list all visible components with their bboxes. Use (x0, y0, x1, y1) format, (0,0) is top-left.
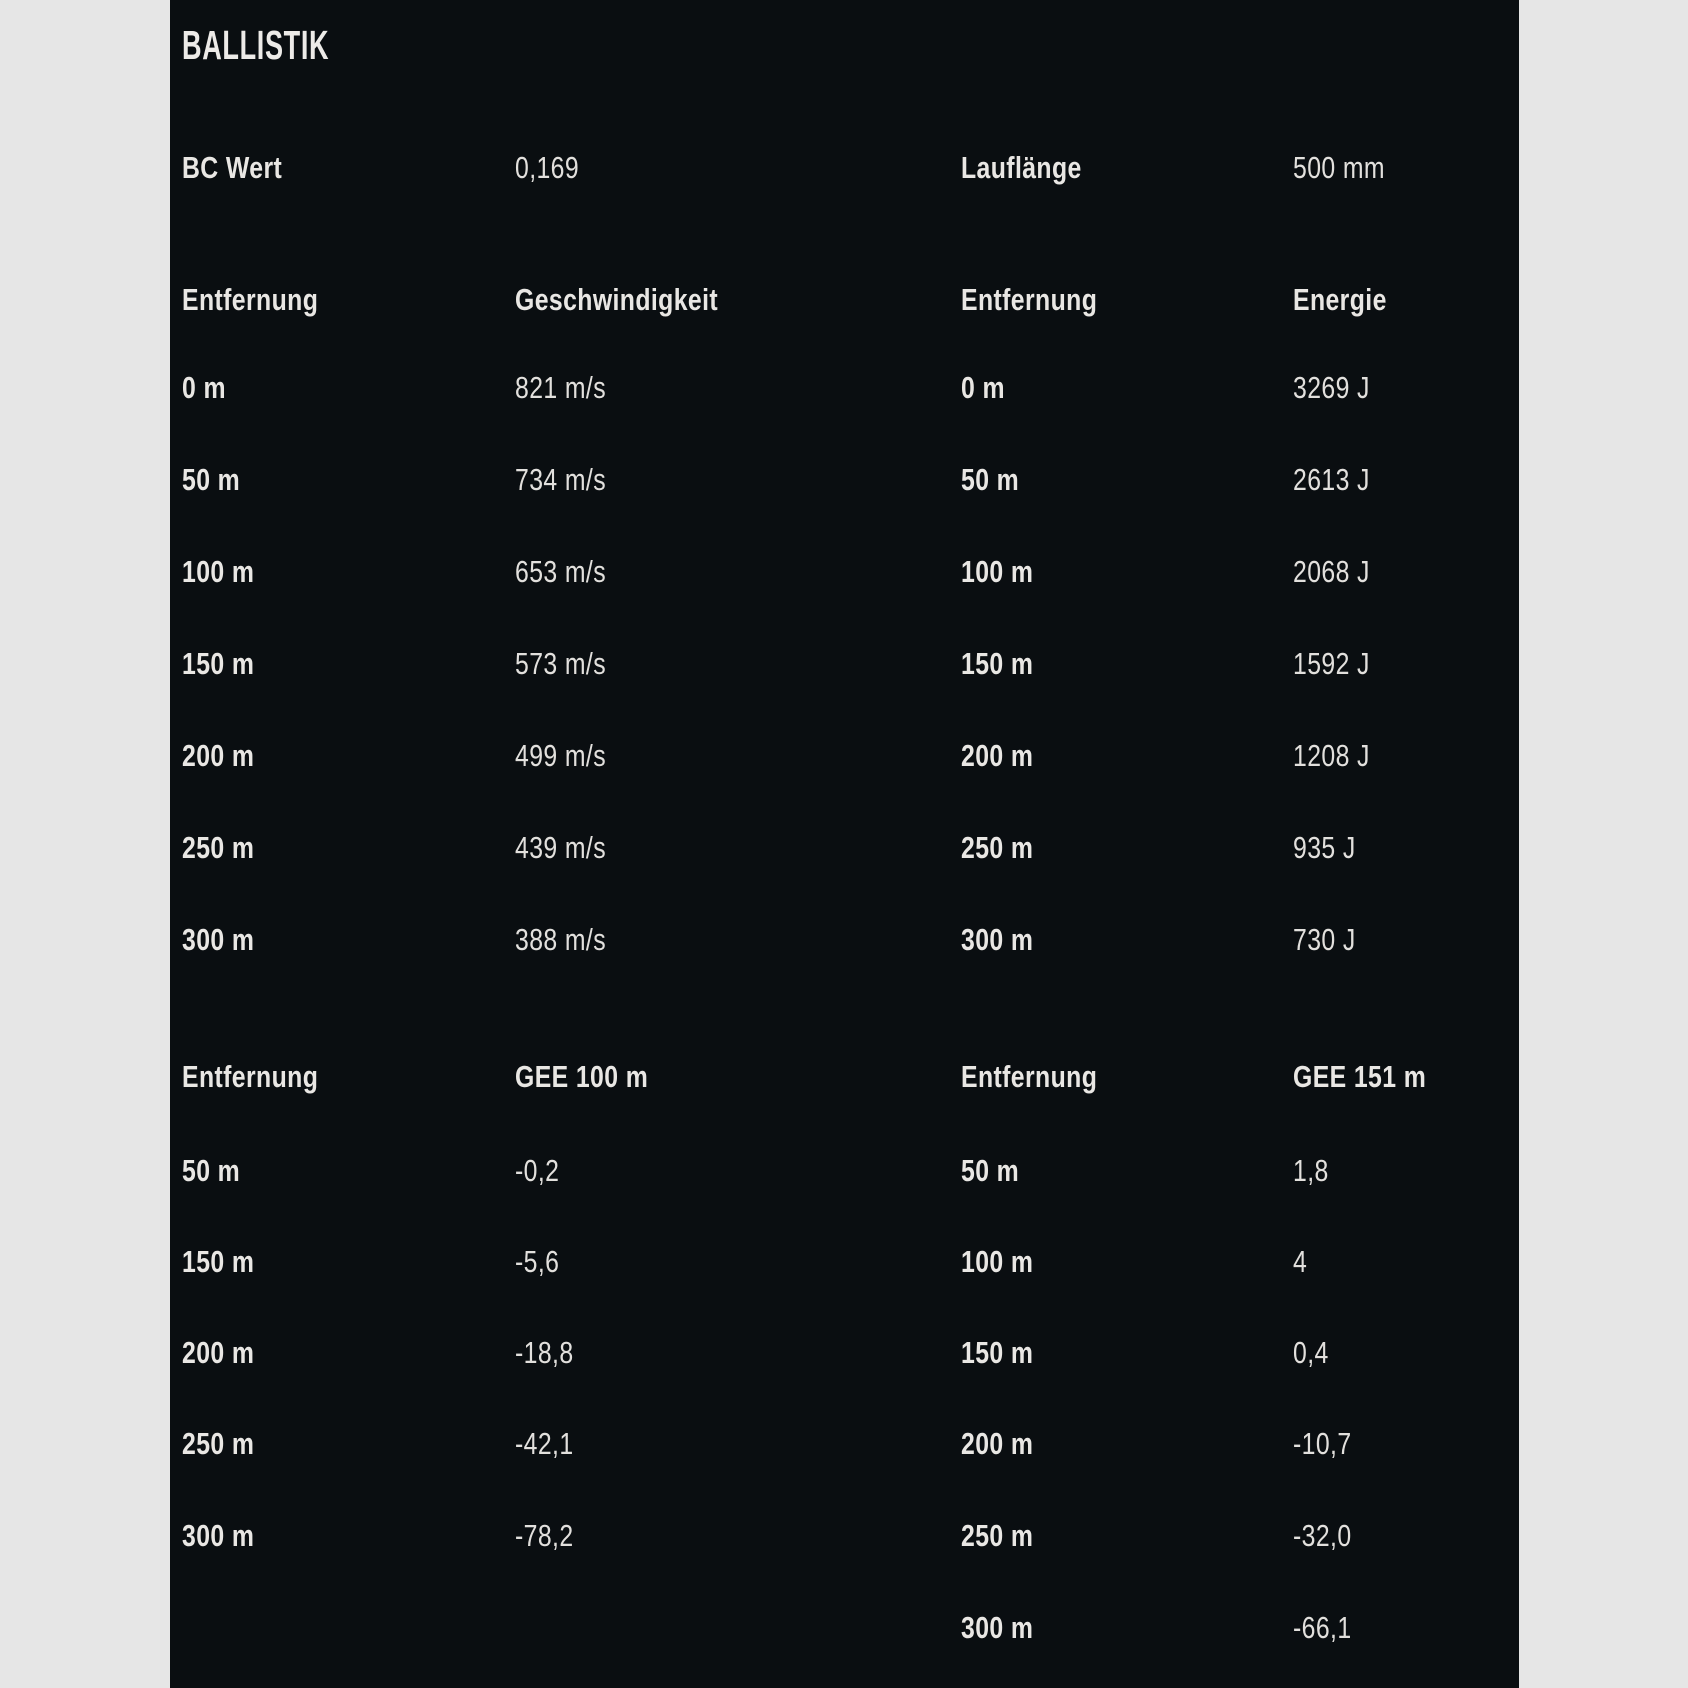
table-row (170, 1333, 1519, 1373)
ballistics-panel (170, 0, 1519, 1688)
distance-cell: 100 m (961, 554, 1034, 589)
table-row (170, 1516, 1519, 1556)
distance-cell: 150 m (961, 1335, 1034, 1370)
distance-cell: 0 m (961, 370, 1005, 405)
table-row (170, 1242, 1519, 1282)
info-row (170, 148, 1519, 188)
energy-cell: 935 J (1293, 830, 1356, 865)
table-row (170, 828, 1519, 868)
distance-cell: 50 m (182, 462, 241, 497)
drop-cell: -10,7 (1293, 1426, 1352, 1461)
distance-cell: 150 m (961, 646, 1034, 681)
energy-cell: 2068 J (1293, 554, 1370, 589)
drop-cell: -5,6 (515, 1244, 560, 1279)
velocity-cell: 439 m/s (515, 830, 607, 865)
table-row (170, 736, 1519, 776)
energy-cell: 1592 J (1293, 646, 1370, 681)
distance-cell: 200 m (961, 738, 1034, 773)
column-header-gee-151: GEE 151 m (1293, 1059, 1427, 1094)
drop-cell: -66,1 (1293, 1610, 1352, 1645)
distance-cell: 150 m (182, 1244, 255, 1279)
distance-cell: 250 m (961, 830, 1034, 865)
energy-cell: 730 J (1293, 922, 1356, 957)
trajectory-header-row (170, 1057, 1519, 1097)
energy-cell: 2613 J (1293, 462, 1370, 497)
velocity-cell: 821 m/s (515, 370, 607, 405)
energy-cell: 1208 J (1293, 738, 1370, 773)
distance-cell: 200 m (182, 1335, 255, 1370)
table-row (170, 1151, 1519, 1191)
velocity-cell: 653 m/s (515, 554, 607, 589)
drop-cell: -32,0 (1293, 1518, 1352, 1553)
drop-cell: 1,8 (1293, 1153, 1329, 1188)
distance-cell: 300 m (961, 1610, 1034, 1645)
distance-cell: 250 m (182, 1426, 255, 1461)
velocity-cell: 388 m/s (515, 922, 607, 957)
drop-cell: 4 (1293, 1244, 1308, 1279)
velocity-cell: 499 m/s (515, 738, 607, 773)
barrel-length-label: Lauflänge (961, 150, 1082, 185)
table-row (170, 1424, 1519, 1464)
distance-cell: 150 m (182, 646, 255, 681)
distance-cell: 200 m (961, 1426, 1034, 1461)
column-header-energy: Energie (1293, 282, 1387, 317)
velocity-energy-header-row (170, 280, 1519, 320)
column-header-distance: Entfernung (961, 1059, 1098, 1094)
distance-cell: 50 m (961, 462, 1020, 497)
drop-cell: 0,4 (1293, 1335, 1329, 1370)
table-row (170, 552, 1519, 592)
column-header-distance: Entfernung (961, 282, 1098, 317)
distance-cell: 250 m (961, 1518, 1034, 1553)
drop-cell: -42,1 (515, 1426, 574, 1461)
column-header-distance: Entfernung (182, 282, 319, 317)
drop-cell: -0,2 (515, 1153, 560, 1188)
drop-cell: -78,2 (515, 1518, 574, 1553)
column-header-distance: Entfernung (182, 1059, 319, 1094)
table-row (170, 368, 1519, 408)
energy-cell: 3269 J (1293, 370, 1370, 405)
distance-cell: 100 m (961, 1244, 1034, 1279)
bc-value-label: BC Wert (182, 150, 283, 185)
distance-cell: 50 m (961, 1153, 1020, 1188)
distance-cell: 300 m (182, 922, 255, 957)
table-row (170, 644, 1519, 684)
bc-value: 0,169 (515, 150, 580, 185)
column-header-velocity: Geschwindigkeit (515, 282, 719, 317)
distance-cell: 300 m (182, 1518, 255, 1553)
distance-cell: 200 m (182, 738, 255, 773)
drop-cell: -18,8 (515, 1335, 574, 1370)
distance-cell: 0 m (182, 370, 226, 405)
column-header-gee-100: GEE 100 m (515, 1059, 649, 1094)
table-row (170, 1608, 1519, 1648)
distance-cell: 100 m (182, 554, 255, 589)
panel-title-row (170, 20, 1519, 70)
distance-cell: 50 m (182, 1153, 241, 1188)
table-row (170, 460, 1519, 500)
distance-cell: 300 m (961, 922, 1034, 957)
page-title: BALLISTIK (182, 22, 330, 68)
velocity-cell: 573 m/s (515, 646, 607, 681)
velocity-cell: 734 m/s (515, 462, 607, 497)
distance-cell: 250 m (182, 830, 255, 865)
table-row (170, 920, 1519, 960)
barrel-length-value: 500 mm (1293, 150, 1385, 185)
